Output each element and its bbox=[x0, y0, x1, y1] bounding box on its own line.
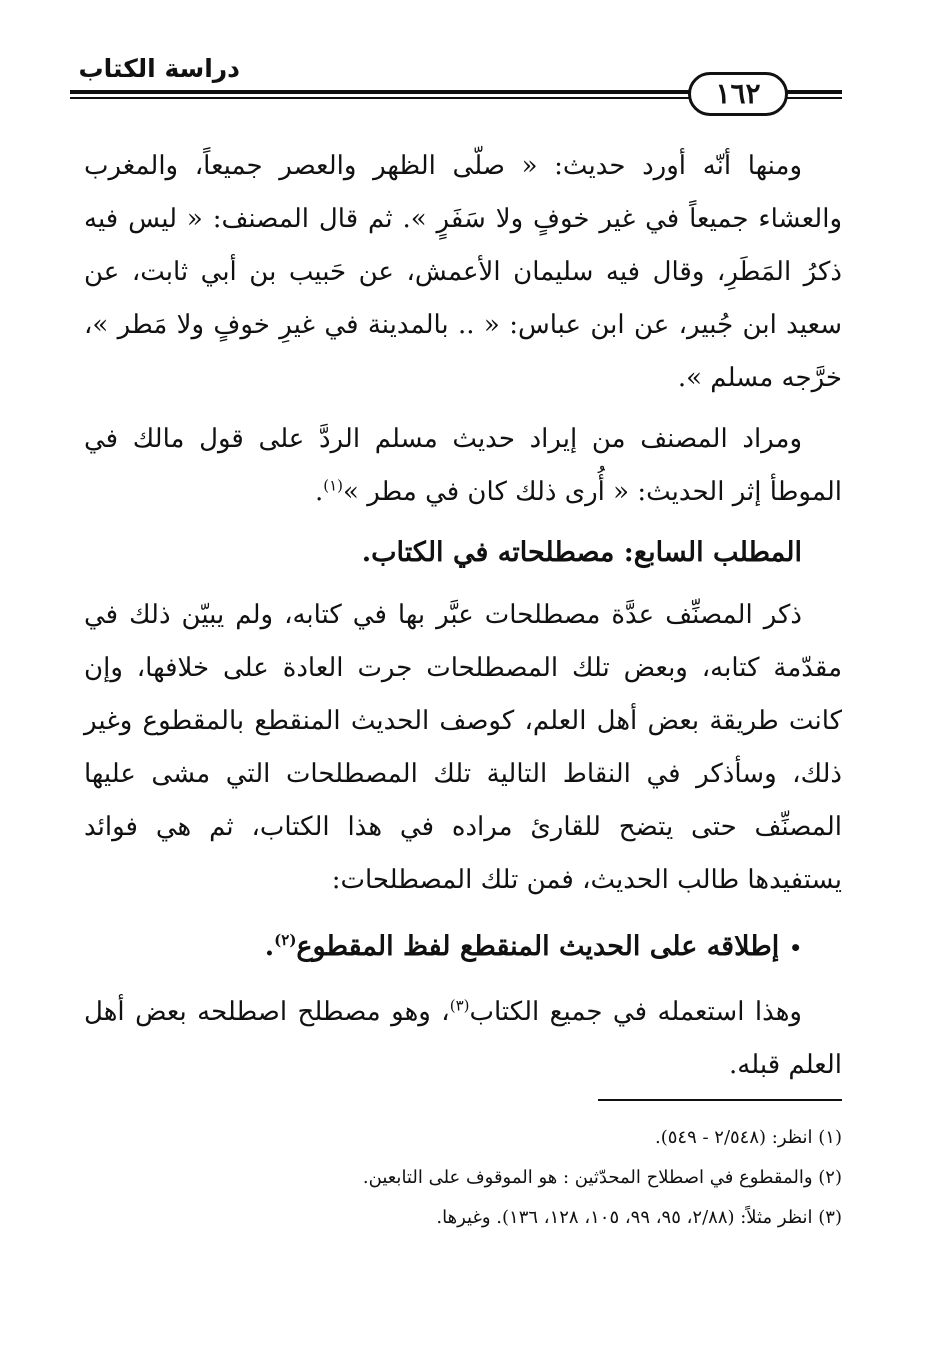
footnote-separator bbox=[598, 1099, 842, 1101]
paragraph-2 bbox=[84, 413, 842, 519]
main-text bbox=[84, 140, 842, 1100]
paragraph-2-end: . bbox=[314, 477, 324, 507]
page-number-badge: ١٦٢ bbox=[688, 72, 788, 116]
footnote-ref-1: (١) bbox=[323, 476, 344, 495]
section-heading: المطلب السابع: مصطلحاته في الكتاب. bbox=[361, 537, 802, 568]
paragraph-4-rest: ، وهو مصطلح اصطلحه بعض أهل العلم قبله. bbox=[84, 996, 842, 1080]
paragraph-4-text: وهذا استعمله في جميع الكتاب bbox=[469, 996, 802, 1027]
paragraph-3: ذكر المصنِّف عدَّة مصطلحات عبَّر بها في كتابه، ولم يبيّن ذلك في مقدّمة كتابه، وبعض تلك المصطلحات جرت العادة على خلافها، وإن كانت طريقة بعض أهل العلم، كوصف الحديث المنقطع بالمقطوع وغير ذلك، وسأذكر في النقاط التالية تلك المصطلحات التي مشى عليها المصنِّف حتى يتضح للقارئ مراده في هذا الكتاب، ثم هي فوائد يستفيدها طالب الحديث، فمن تلك المصطلحات: bbox=[84, 600, 842, 895]
footnote-2: (٢) والمقطوع في اصطلاح المحدّثين : هو الموقوف على التابعين. bbox=[362, 1167, 842, 1188]
bullet-heading bbox=[84, 915, 842, 980]
footnote-3: (٣) انظر مثلاً: (٢/٨٨، ٩٥، ٩٩، ١٠٥، ١٢٨، ١٣٦). وغيرها. bbox=[436, 1207, 842, 1228]
bullet-heading-end: . bbox=[264, 931, 275, 962]
footnote-ref-3: (٣) bbox=[449, 995, 470, 1014]
paragraph-4 bbox=[84, 986, 842, 1092]
running-header-title: دراسة الكتاب bbox=[78, 54, 240, 83]
bullet-dot: • bbox=[789, 935, 802, 960]
footnote-ref-2: (٢) bbox=[274, 931, 297, 949]
paragraph-1: ومنها أنّه أورد حديث: « صلّى الظهر والعصر جميعاً، والمغرب والعشاء جميعاً في غير خوفٍ ولا سَفَرٍ ». ثم قال المصنف: « ليس فيه ذكرُ المَطَرِ، وقال فيه سليمان الأعمش، عن حَبيب بن أبي ثابت، عن سعيد ابن جُبير، عن ابن عباس: « .. بالمدينة في غيرِ خوفٍ ولا مَطر »، خرَّجه مسلم ». bbox=[84, 151, 842, 393]
paragraph-2-text: ومراد المصنف من إيراد حديث مسلم الردَّ على قول مالك في الموطأ إثر الحديث: « أُرى ذلك كان في مطر » bbox=[84, 424, 842, 507]
bullet-heading-text: إطلاقه على الحديث المنقطع لفظ المقطوع bbox=[296, 931, 780, 962]
footnotes bbox=[84, 1118, 842, 1238]
footnote-1: (١) انظر: (٢/٥٤٨ - ٥٤٩). bbox=[654, 1127, 842, 1148]
